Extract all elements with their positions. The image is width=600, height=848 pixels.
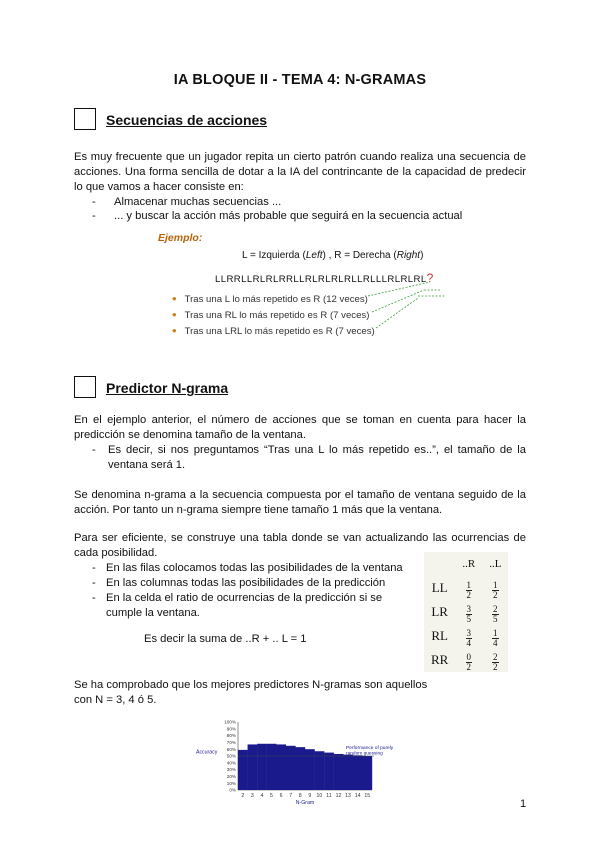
x-tick-label: 3 (250, 793, 254, 799)
y-tick-label: 70% (226, 740, 236, 745)
x-tick-label: 9 (308, 793, 312, 799)
bar (362, 756, 372, 790)
y-tick-label: 50% (226, 753, 236, 759)
bar (295, 747, 305, 790)
table-header: ..L (489, 558, 502, 570)
section-checkbox[interactable] (74, 108, 96, 130)
bar (286, 746, 296, 790)
page-number: 1 (520, 798, 527, 810)
list-item: - Almacenar muchas secuencias ... (92, 196, 282, 208)
x-tick-label: 11 (326, 793, 332, 799)
y-tick-label: 10% (226, 780, 236, 786)
bar (315, 751, 325, 790)
bar (343, 755, 353, 790)
section2-paragraph-2: Se denomina n-grama a la secuencia compuesta por el tamaño de ventana seguido de la acción. Por tanto un n-grama siempre tiene tamaño 1 más que la ventana. (74, 489, 526, 516)
x-tick-label: 8 (298, 793, 302, 799)
y-axis-label: Accuracy (196, 749, 218, 756)
bar (353, 755, 363, 790)
bar (334, 754, 344, 790)
section1-paragraph: Es muy frecuente que un jugador repita un cierto patrón cuando realiza una secuencia de acciones. Una forma sencilla de dotar a la IA del contrincante de la capacidad de predecir lo que vamos a hacer consiste en: (74, 151, 526, 193)
list-item: - Es decir, si nos preguntamos “Tras una L lo más repetido es..”, el tamaño de la ventana será 1. (92, 444, 526, 471)
formula: Es decir la suma de ..R + .. L = 1 (144, 633, 307, 645)
x-axis-label: N-Gram (295, 800, 315, 806)
x-tick-label: 7 (289, 793, 293, 799)
example-arrows (360, 278, 460, 338)
y-tick-label: 100% (224, 719, 236, 725)
example-label: Ejemplo: (158, 232, 203, 244)
baseline-label: Performance of purely (346, 746, 394, 751)
bar (305, 749, 315, 790)
y-tick-label: 80% (226, 733, 236, 739)
x-tick-label: 15 (364, 793, 371, 799)
bar (248, 744, 258, 790)
page-title: IA BLOQUE II - TEMA 4: N-GRAMAS (173, 72, 427, 88)
list-item: - ... y buscar la acción más probable que seguirá en la secuencia actual (92, 210, 463, 222)
x-tick-label: 13 (345, 793, 351, 799)
list-item: - En las filas colocamos todas las posibilidades de la ventana (92, 562, 403, 574)
y-tick-label: 90% (226, 726, 236, 732)
example-sequence: LLRRLLRLRLRRLLRLRLRLRLLRLLLRLRLRL? (215, 271, 434, 285)
x-tick-label: 5 (270, 793, 273, 799)
x-tick-label: 4 (260, 793, 264, 799)
table-row: RR $\frac{0}{2}$ $\frac{2}{2}$ (431, 652, 498, 672)
section-heading-sequences: Secuencias de acciones (106, 112, 268, 128)
ngram-table (424, 552, 508, 672)
accuracy-chart (170, 718, 430, 818)
section-heading-ngram: Predictor N-grama (106, 380, 229, 396)
bar (324, 753, 334, 790)
bar (267, 744, 277, 790)
y-tick-label: 30% (226, 767, 236, 773)
list-item: - En las columnas todas las posibilidades de la predicción (92, 577, 386, 589)
section2-paragraph-3: Para ser eficiente, se construye una tabla donde se van actualizando las ocurrencias de cada posibilidad. (74, 532, 526, 559)
example-bullet: • Tras una RL lo más repetido es R (7 veces) (172, 307, 370, 322)
x-tick-label: 2 (241, 793, 245, 799)
list-item: - En la celda el ratio de ocurrencias de la predicción si se cumple la ventana. (92, 592, 383, 619)
example-bullet: • Tras una L lo más repetido es R (12 veces) (172, 291, 368, 306)
section2-paragraph-1: En el ejemplo anterior, el número de acciones que se toman en cuenta para hacer la predicción se denomina tamaño de la ventana. (74, 414, 526, 441)
table-row: LL $\frac{1}{2}$ $\frac{1}{2}$ (431, 580, 498, 600)
section-checkbox[interactable] (74, 376, 96, 398)
bar (276, 744, 286, 790)
x-tick-label: 10 (316, 793, 323, 799)
y-tick-label: 60% (226, 746, 236, 752)
bar (257, 744, 267, 790)
y-tick-label: 0% (229, 787, 236, 793)
example-bullet: • Tras una LRL lo más repetido es R (7 veces) (172, 323, 375, 338)
table-row: RL $\frac{3}{4}$ $\frac{1}{4}$ (431, 628, 498, 648)
x-tick-label: 6 (279, 793, 283, 799)
y-tick-label: 20% (226, 774, 236, 779)
y-tick-label: 40% (226, 760, 236, 766)
section2-paragraph-4: Se ha comprobado que los mejores predictores N-gramas son aquellos (74, 679, 428, 691)
x-tick-label: 14 (354, 793, 361, 799)
table-header: ..R (462, 558, 476, 570)
section2-paragraph-4b: con N = 3, 4 ó 5. (74, 694, 157, 706)
example-legend: L = Izquierda (Left) , R = Derecha (Right) (242, 250, 424, 261)
table-row: LR $\frac{3}{5}$ $\frac{2}{5}$ (431, 604, 498, 624)
x-tick-label: 12 (335, 793, 342, 799)
baseline-label: random guessing (346, 751, 383, 757)
